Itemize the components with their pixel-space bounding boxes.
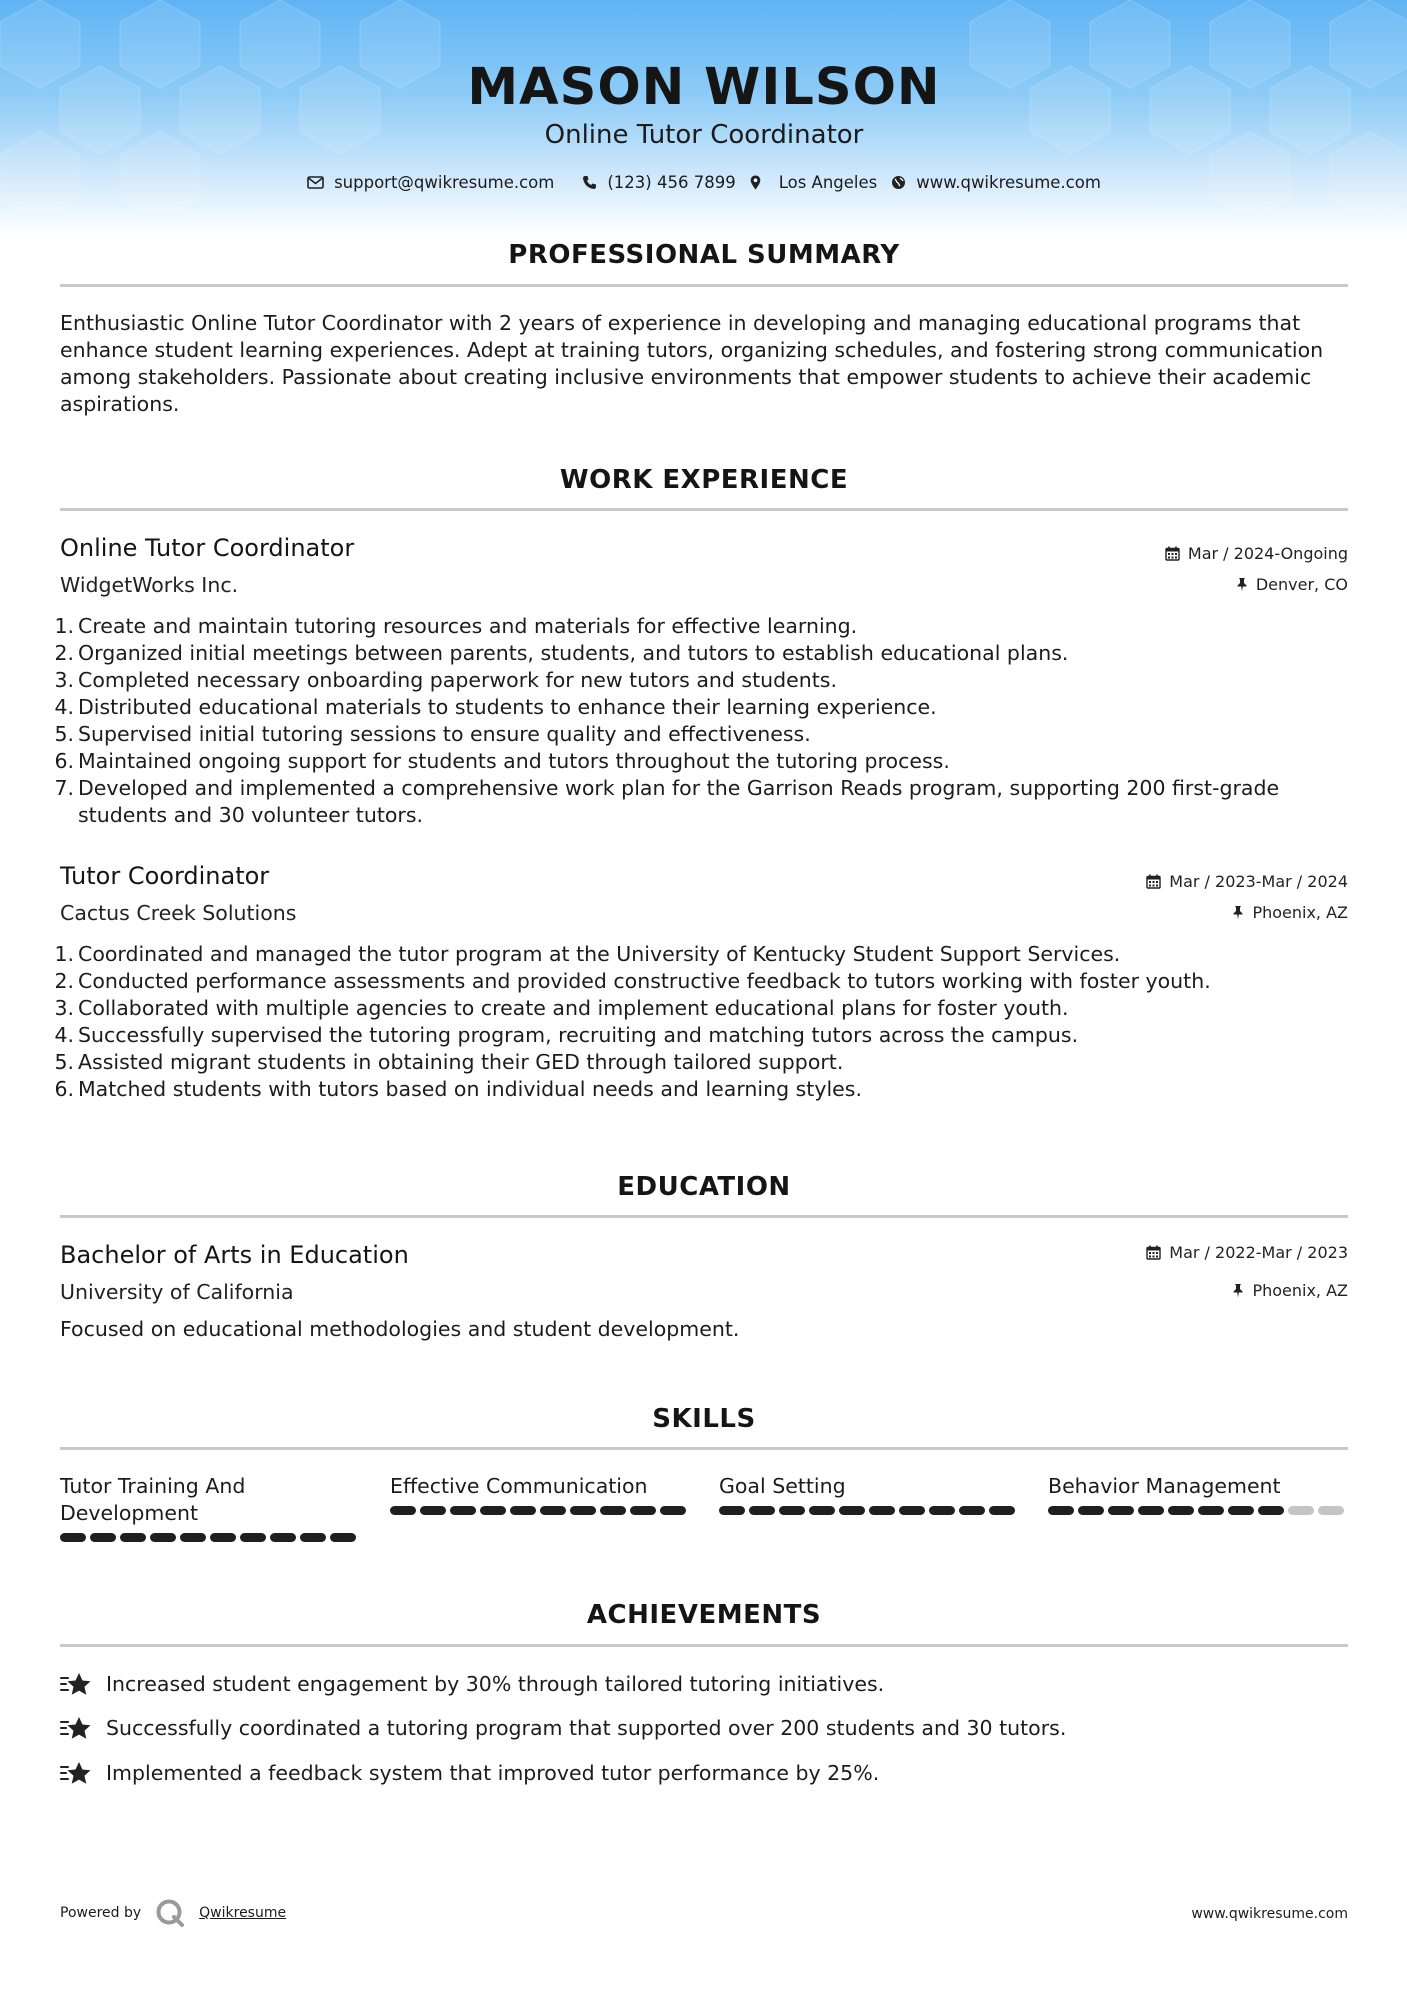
calendar-icon bbox=[1165, 546, 1180, 561]
hexagon-pattern bbox=[0, 0, 1407, 235]
contact-email[interactable] bbox=[307, 173, 554, 192]
education-heading: EDUCATION bbox=[617, 1172, 791, 1202]
skill-level-segment bbox=[60, 1533, 86, 1542]
skill-level-segment bbox=[1048, 1506, 1074, 1515]
education-location bbox=[1232, 1281, 1348, 1300]
email-text: support@qwikresume.com bbox=[334, 173, 555, 192]
phone-text: (123) 456 7899 bbox=[607, 173, 736, 192]
achievements-divider bbox=[60, 1644, 1348, 1647]
list-item: Successfully coordinated a tutoring program that supported over 200 students and 30 tutors. bbox=[60, 1715, 1066, 1741]
qwikresume-logo-icon bbox=[155, 1898, 185, 1928]
location-text: Los Angeles bbox=[778, 173, 878, 192]
skill-level-bar bbox=[719, 1506, 1019, 1515]
skill-level-segment bbox=[749, 1506, 775, 1515]
list-item: 6. Matched students with tutors based on individual needs and learning styles. bbox=[54, 1077, 862, 1101]
summary-heading: PROFESSIONAL SUMMARY bbox=[508, 240, 900, 270]
skill-level-segment bbox=[1288, 1506, 1314, 1515]
skill-name: Tutor Training And Development bbox=[60, 1474, 246, 1525]
job-dates-1 bbox=[1165, 544, 1348, 563]
skill-level-segment bbox=[450, 1506, 476, 1515]
education-divider bbox=[60, 1215, 1348, 1218]
job-location-2 bbox=[1232, 903, 1348, 922]
skill-level-segment bbox=[240, 1533, 266, 1542]
list-item: 1. Create and maintain tutoring resources and materials for effective learning. bbox=[54, 614, 858, 638]
contact-phone[interactable] bbox=[582, 173, 735, 192]
list-item: 7. Developed and implemented a comprehensive work plan for the Garrison Reads program, supporting 200 first-grade students and 30 volunteer tutors. bbox=[54, 776, 1280, 827]
skill-level-bar bbox=[60, 1533, 360, 1542]
list-item: 6. Maintained ongoing support for students and tutors throughout the tutoring process. bbox=[54, 749, 950, 773]
job-location-text-1: Denver, CO bbox=[1255, 575, 1348, 594]
skill-level-segment bbox=[600, 1506, 626, 1515]
website-text: www.qwikresume.com bbox=[916, 173, 1101, 192]
experience-heading: WORK EXPERIENCE bbox=[559, 465, 849, 495]
skill-level-segment bbox=[959, 1506, 985, 1515]
job-location-text-2: Phoenix, AZ bbox=[1252, 903, 1348, 922]
list-item: Increased student engagement by 30% through tailored tutoring initiatives. bbox=[60, 1671, 884, 1697]
job-company-2: Cactus Creek Solutions bbox=[60, 901, 297, 925]
pushpin-icon bbox=[1232, 1283, 1244, 1298]
list-item: 4. Distributed educational materials to students to enhance their learning experience. bbox=[54, 695, 937, 719]
skill-level-segment bbox=[270, 1533, 296, 1542]
skill-level-segment bbox=[1198, 1506, 1224, 1515]
education-description: Focused on educational methodologies and student development. bbox=[60, 1317, 740, 1341]
job-dates-text-1: Mar / 2024-Ongoing bbox=[1187, 544, 1348, 563]
skill-level-segment bbox=[120, 1533, 146, 1542]
job-bullets-2 bbox=[54, 941, 1348, 1103]
job-location-1 bbox=[1236, 575, 1348, 594]
map-pin-icon bbox=[750, 175, 761, 190]
experience-divider bbox=[60, 508, 1348, 511]
skill-level-segment bbox=[719, 1506, 745, 1515]
list-item: 3. Completed necessary onboarding paperwork for new tutors and students. bbox=[54, 668, 837, 692]
achievements-heading: ACHIEVEMENTS bbox=[586, 1600, 822, 1630]
skill-item bbox=[390, 1473, 690, 1515]
job-bullets-1 bbox=[54, 613, 1348, 829]
skill-level-segment bbox=[899, 1506, 925, 1515]
skill-level-segment bbox=[480, 1506, 506, 1515]
job-company-1: WidgetWorks Inc. bbox=[60, 573, 239, 597]
skill-level-segment bbox=[420, 1506, 446, 1515]
list-item: 3. Collaborated with multiple agencies to create and implement educational plans for foster youth. bbox=[54, 996, 1069, 1020]
skill-level-segment bbox=[540, 1506, 566, 1515]
footer-website[interactable]: www.qwikresume.com bbox=[1191, 1906, 1348, 1922]
skill-level-segment bbox=[330, 1533, 356, 1542]
skill-level-bar bbox=[1048, 1506, 1348, 1515]
globe-icon bbox=[891, 175, 906, 190]
skill-level-segment bbox=[839, 1506, 865, 1515]
skill-level-segment bbox=[300, 1533, 326, 1542]
skill-level-segment bbox=[809, 1506, 835, 1515]
skill-level-segment bbox=[630, 1506, 656, 1515]
education-location-text: Phoenix, AZ bbox=[1252, 1281, 1348, 1300]
list-item: 5. Assisted migrant students in obtaining their GED through tailored support. bbox=[54, 1050, 844, 1074]
envelope-icon bbox=[307, 176, 324, 189]
contact-bar bbox=[60, 173, 1348, 192]
skill-level-segment bbox=[869, 1506, 895, 1515]
list-item: 2. Organized initial meetings between parents, students, and tutors to establish educational plans. bbox=[54, 641, 1069, 665]
list-item: 5. Supervised initial tutoring sessions to ensure quality and effectiveness. bbox=[54, 722, 811, 746]
list-item: 4. Successfully supervised the tutoring program, recruiting and matching tutors across the campus. bbox=[54, 1023, 1079, 1047]
star-icon bbox=[60, 1760, 92, 1786]
skill-level-segment bbox=[1228, 1506, 1254, 1515]
footer-powered-by bbox=[60, 1898, 286, 1928]
skill-level-segment bbox=[1258, 1506, 1284, 1515]
skill-name: Behavior Management bbox=[1048, 1474, 1281, 1498]
candidate-title: Online Tutor Coordinator bbox=[544, 120, 864, 150]
pushpin-icon bbox=[1232, 905, 1244, 920]
summary-text: Enthusiastic Online Tutor Coordinator with 2 years of experience in developing and managing educational programs that enhance student learning experiences. Adept at training tutors, organizing schedules, and fostering strong communication among stakeholders. Passionate about creating inclusive environments that empower students to achieve their academic aspirations. bbox=[60, 311, 1324, 416]
skill-item bbox=[719, 1473, 1019, 1515]
star-icon bbox=[60, 1671, 92, 1697]
skill-level-segment bbox=[570, 1506, 596, 1515]
skill-level-segment bbox=[989, 1506, 1015, 1515]
skill-name: Goal Setting bbox=[719, 1474, 846, 1498]
skills-divider bbox=[60, 1447, 1348, 1450]
phone-icon bbox=[582, 175, 597, 190]
skill-name: Effective Communication bbox=[390, 1474, 648, 1498]
star-icon bbox=[60, 1715, 92, 1741]
skill-level-segment bbox=[90, 1533, 116, 1542]
skill-level-segment bbox=[180, 1533, 206, 1542]
skill-level-segment bbox=[210, 1533, 236, 1542]
job-dates-text-2: Mar / 2023-Mar / 2024 bbox=[1169, 872, 1348, 891]
skill-level-segment bbox=[510, 1506, 536, 1515]
skill-level-bar bbox=[390, 1506, 690, 1515]
list-item: 1. Coordinated and managed the tutor program at the University of Kentucky Student Support Services. bbox=[54, 942, 1121, 966]
skills-grid bbox=[60, 1473, 1348, 1553]
candidate-name: MASON WILSON bbox=[467, 58, 941, 117]
skill-level-segment bbox=[150, 1533, 176, 1542]
skill-level-segment bbox=[1168, 1506, 1194, 1515]
job-title-1: Online Tutor Coordinator bbox=[60, 534, 355, 562]
summary-divider bbox=[60, 284, 1348, 287]
skill-level-segment bbox=[929, 1506, 955, 1515]
skill-level-segment bbox=[1318, 1506, 1344, 1515]
powered-by-label: Powered by bbox=[60, 1905, 142, 1921]
education-degree: Bachelor of Arts in Education bbox=[60, 1241, 409, 1269]
skill-level-segment bbox=[1078, 1506, 1104, 1515]
education-school: University of California bbox=[60, 1280, 294, 1304]
contact-location bbox=[750, 173, 878, 192]
education-dates-text: Mar / 2022-Mar / 2023 bbox=[1169, 1243, 1348, 1262]
calendar-icon bbox=[1146, 1245, 1161, 1260]
pushpin-icon bbox=[1236, 577, 1248, 592]
skill-level-segment bbox=[1108, 1506, 1134, 1515]
job-title-2: Tutor Coordinator bbox=[60, 862, 270, 890]
list-item: 2. Conducted performance assessments and provided constructive feedback to tutors working with foster youth. bbox=[54, 969, 1211, 993]
skills-heading: SKILLS bbox=[652, 1404, 756, 1434]
contact-website[interactable] bbox=[891, 173, 1101, 192]
skill-level-segment bbox=[660, 1506, 686, 1515]
qwikresume-link[interactable]: Qwikresume bbox=[199, 1905, 287, 1921]
list-item: Implemented a feedback system that improved tutor performance by 25%. bbox=[60, 1760, 879, 1786]
skill-item bbox=[1048, 1473, 1348, 1515]
skill-level-segment bbox=[779, 1506, 805, 1515]
header-background bbox=[0, 0, 1407, 235]
education-dates bbox=[1146, 1243, 1348, 1262]
skill-level-segment bbox=[1138, 1506, 1164, 1515]
job-dates-2 bbox=[1146, 872, 1348, 891]
calendar-icon bbox=[1146, 874, 1161, 889]
skill-level-segment bbox=[390, 1506, 416, 1515]
skill-item bbox=[60, 1473, 360, 1542]
